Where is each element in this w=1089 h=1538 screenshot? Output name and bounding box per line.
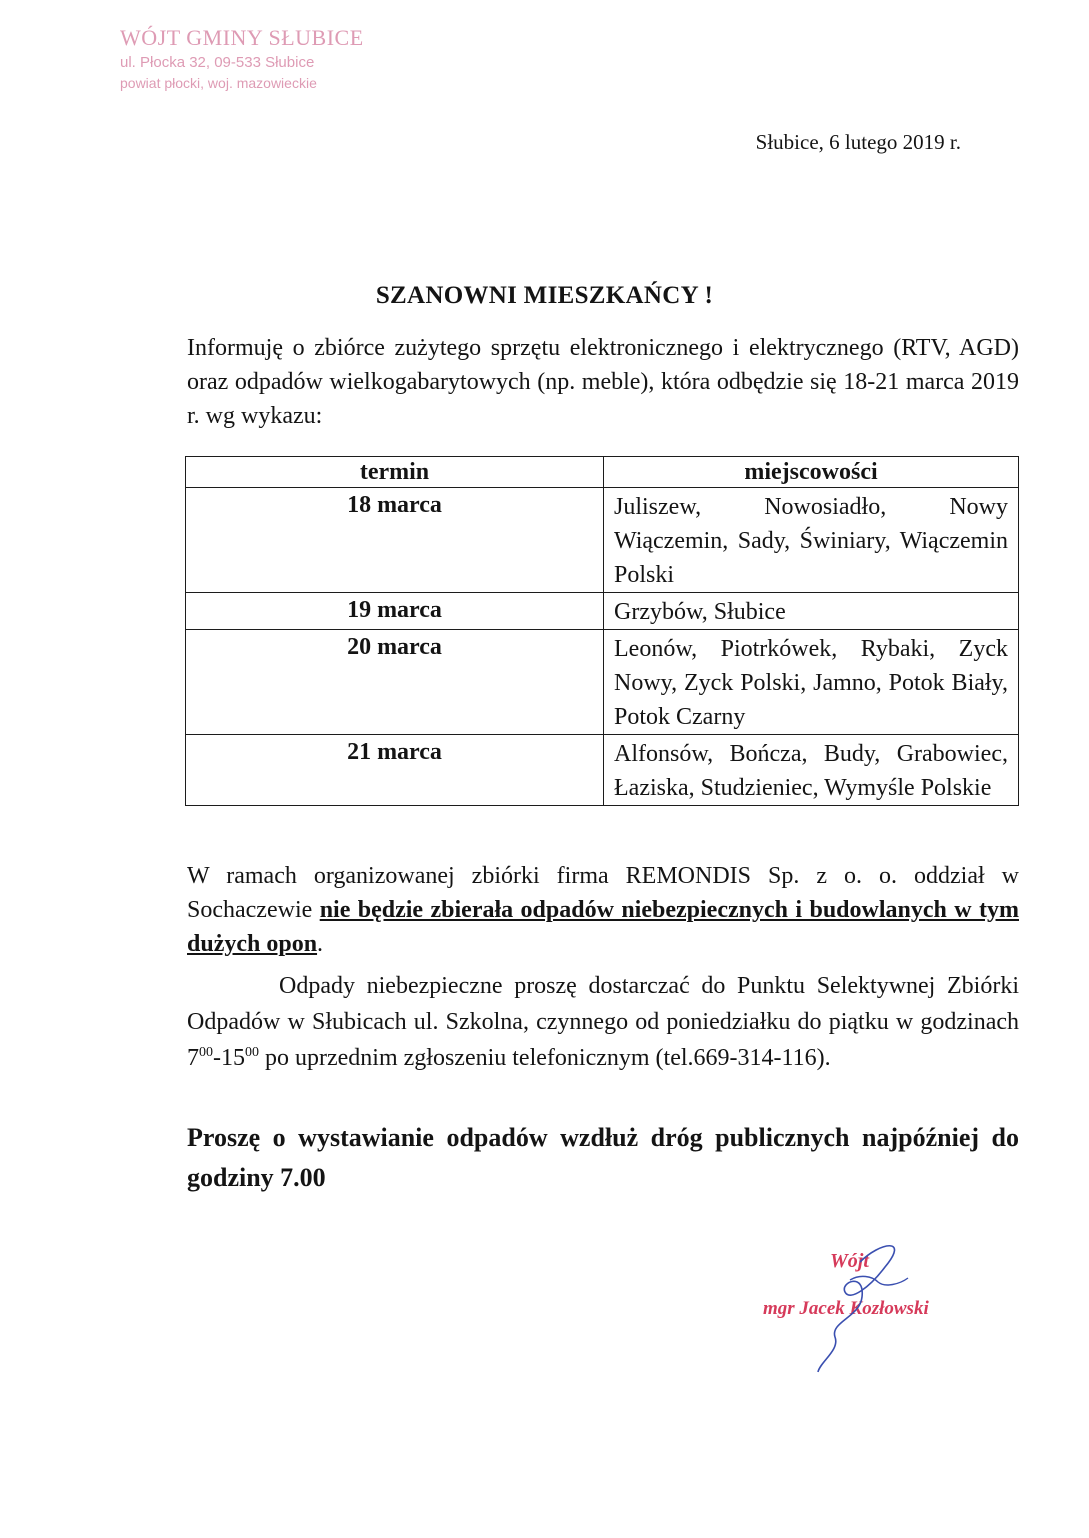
table-row: [186, 593, 1019, 630]
table-row: [186, 630, 1019, 735]
handwritten-signature: [790, 1232, 930, 1382]
final-request: Proszę o wystawianie odpadów wzdłuż dróg publicznych najpóźniej do godziny 7.00: [187, 1123, 1019, 1192]
header-termin: termin: [186, 457, 604, 488]
office-stamp: [120, 24, 380, 93]
hazardous-waste-info: [187, 968, 1019, 1076]
notice-end: .: [317, 931, 324, 957]
info-sup-1: 00: [199, 1045, 213, 1060]
stamp-line-3: powiat płocki, woj. mazowieckie: [120, 75, 317, 91]
letter-date: Słubice, 6 lutego 2019 r.: [755, 130, 961, 154]
info-part-2: -15: [213, 1045, 245, 1071]
row-date: 20 marca: [186, 630, 604, 735]
signature-title: Wójt: [830, 1250, 869, 1272]
notice-paragraph: [187, 859, 1019, 961]
notice-emphasis: nie będzie zbierała odpadów niebezpiecznych i budowlanych w tym dużych opon: [187, 897, 1019, 957]
row-date: 19 marca: [186, 593, 604, 630]
row-date: 18 marca: [186, 488, 604, 593]
row-places: Leonów, Piotrkówek, Rybaki, Zyck Nowy, Zyck Polski, Jamno, Potok Biały, Potok Czarny: [604, 630, 1019, 735]
page-title: SZANOWNI MIESZKAŃCY !: [375, 282, 714, 309]
table-header-row: [186, 457, 1019, 488]
header-miejscowosci: miejscowości: [604, 457, 1019, 488]
row-places: Grzybów, Słubice: [604, 593, 1019, 630]
table-row: [186, 735, 1019, 806]
info-part-3: po uprzednim zgłoszeniu telefonicznym (tel.669-314-116).: [259, 1045, 831, 1071]
info-part-1: Odpady niebezpieczne proszę dostarczać do Punktu Selektywnej Zbiórki Odpadów w Słubicach ul. Szkolna, czynnego od poniedziałku do piątku w godzinach 7: [187, 973, 1019, 1071]
row-places: Alfonsów, Bończa, Budy, Grabowiec, Łaziska, Studzieniec, Wymyśle Polskie: [604, 735, 1019, 806]
row-date: 21 marca: [186, 735, 604, 806]
collection-schedule-table: [185, 456, 1019, 806]
notice-text: W ramach organizowanej zbiórki firma REMONDIS Sp. z o. o. oddział w Sochaczewie: [187, 863, 1019, 923]
info-sup-2: 00: [245, 1045, 259, 1060]
stamp-line-2: ul. Płocka 32, 09-533 Słubice: [120, 54, 315, 71]
intro-paragraph: Informuję o zbiórce zużytego sprzętu elektronicznego i elektrycznego (RTV, AGD) oraz odpadów wielkogabarytowych (np. meble), która odbędzie się 18-21 marca 2019 r. wg wykazu:: [187, 335, 1019, 429]
stamp-line-1: WÓJT GMINY SŁUBICE: [120, 25, 364, 50]
signature-name: mgr Jacek Kozłowski: [763, 1298, 929, 1319]
row-places: Juliszew, Nowosiadło, Nowy Wiączemin, Sady, Świniary, Wiączemin Polski: [604, 488, 1019, 593]
table-row: [186, 488, 1019, 593]
